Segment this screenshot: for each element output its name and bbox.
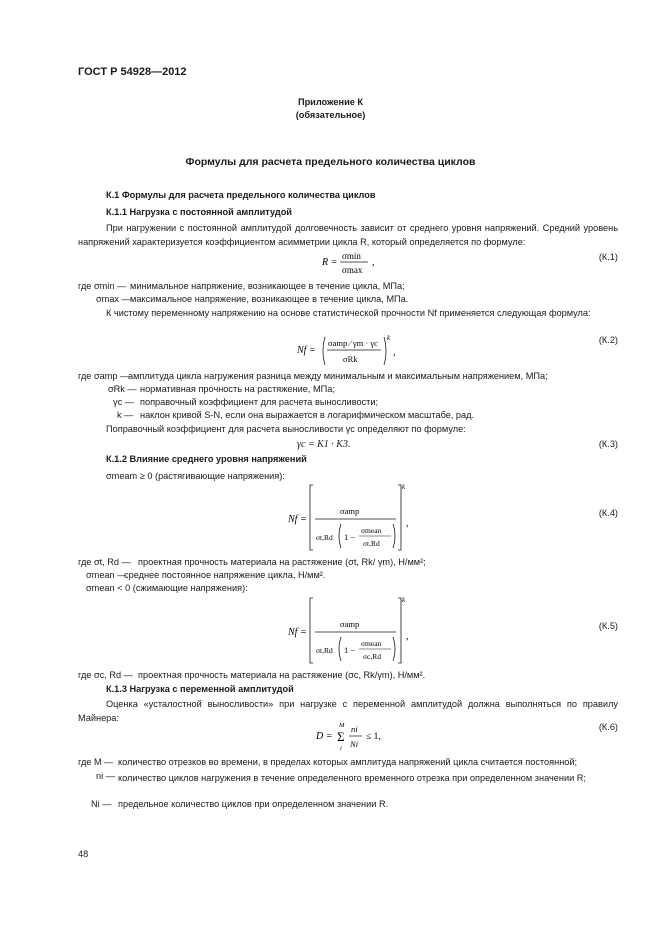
eq-number-k6: (К.6) bbox=[598, 722, 618, 732]
formula-k4-inum: σmean bbox=[361, 526, 382, 535]
formula-k2-num: σamp ⁄ γm · γc bbox=[328, 338, 378, 348]
formula-k6-num: ni bbox=[351, 724, 358, 734]
formula-k2 bbox=[297, 333, 407, 369]
def-m-text: количество отрезков во времени, в пределах которых амплитуда напряжений цикла считается постоянной; bbox=[118, 757, 578, 767]
formula-k1-lhs: R = bbox=[322, 257, 338, 268]
main-title: Формулы для расчета предельного количества циклов bbox=[185, 156, 476, 168]
def-gamma-c-text: поправочный коэффициент для расчета выносливости; bbox=[140, 397, 379, 407]
formula-k5-exp: k bbox=[402, 596, 406, 604]
formula-k2-den: σRk bbox=[343, 354, 358, 364]
formula-k5-one: 1 − bbox=[344, 645, 356, 655]
paragraph-3: Поправочный коэффициент для расчета выносливости γc определяют по формуле: bbox=[106, 424, 466, 434]
paragraph-4: Оценка «усталостной выносливости» при нагрузке с переменной амплитудой должна выполняться по правилу Майнера: bbox=[78, 699, 618, 723]
formula-k6-sum-bottom: i bbox=[340, 745, 342, 752]
formula-k5-num: σamp bbox=[340, 619, 360, 629]
formula-k6-lhs: D = bbox=[316, 731, 333, 742]
def-sigma-max-text: максимальное напряжение, возникающее в течение цикла, МПа. bbox=[130, 294, 409, 304]
formula-k5-lhs: Nf = bbox=[288, 627, 307, 638]
def-sigma-amp-sym: где σamp — bbox=[78, 371, 130, 381]
def-sigma-crd-text: проектная прочность материала на растяжение (σc, Rk/γm), Н/мм². bbox=[138, 670, 426, 680]
appendix-status: (обязательное) bbox=[295, 110, 366, 120]
def-sigma-crd-sym: где σc, Rd — bbox=[78, 670, 133, 680]
section-k13: К.1.3 Нагрузка с переменной амплитудой bbox=[106, 684, 294, 694]
formula-k5-pre: σt,Rd bbox=[316, 646, 333, 655]
def-sigma-max-sym: σmax — bbox=[96, 294, 131, 304]
formula-k6-sum-top: M bbox=[339, 722, 345, 729]
formula-k2-lhs: Nf = bbox=[297, 345, 316, 356]
def-sigma-mean-text: среднее постоянное напряжение цикла, Н/мм². bbox=[124, 570, 326, 580]
formula-k4-one: 1 − bbox=[344, 532, 356, 542]
formula-k6-tail: ≤ 1, bbox=[366, 732, 381, 742]
def-m-sym: где M — bbox=[78, 757, 114, 767]
formula-k2-tail: , bbox=[393, 347, 396, 358]
formula-k4 bbox=[288, 482, 418, 554]
formula-k5-inum: σmean bbox=[361, 639, 382, 648]
def-ni-sym: ni — bbox=[96, 771, 115, 781]
formula-k4-num: σamp bbox=[340, 506, 360, 516]
def-ni-text: количество циклов нагружения в течение определенного временного отрезка при определенном значении R; bbox=[118, 773, 586, 783]
formula-k4-iden: σt,Rd bbox=[363, 539, 380, 548]
page-number: 48 bbox=[78, 849, 89, 859]
formula-k4-exp: k bbox=[402, 483, 406, 491]
formula-k5-tail: , bbox=[406, 631, 409, 642]
def-k-text: наклон кривой S-N, если она выражается в логарифмическом масштабе, рад. bbox=[140, 410, 475, 420]
def-sigma-rk-text: нормативная прочность на растяжение, МПа; bbox=[140, 384, 335, 394]
def-sigma-trd-sym: где σt, Rd — bbox=[78, 557, 131, 567]
eq-number-k2: (К.2) bbox=[598, 335, 618, 345]
def-ni-cap-sym: Ni — bbox=[91, 799, 112, 809]
formula-k2-exp: k bbox=[387, 334, 391, 342]
formula-k4-lhs: Nf = bbox=[288, 514, 307, 525]
def-ni-cap-text: предельное количество циклов при определенном значении R. bbox=[118, 799, 389, 809]
section-k11: К.1.1 Нагрузка с постоянной амплитудой bbox=[106, 207, 292, 217]
eq-number-k5: (К.5) bbox=[598, 621, 618, 631]
formula-k4-tail: , bbox=[406, 518, 409, 529]
formula-k6-den: Ni bbox=[350, 739, 359, 749]
def-k-sym: k — bbox=[117, 410, 134, 420]
def-sigma-min-text: минимальное напряжение, возникающее в течение цикла, МПа; bbox=[130, 281, 405, 291]
section-k1: К.1 Формулы для расчета предельного количества циклов bbox=[106, 190, 376, 200]
condition-positive: σmeam ≥ 0 (растягивающие напряжения): bbox=[106, 471, 285, 481]
formula-k5-iden: σc,Rd bbox=[363, 652, 381, 661]
formula-k3: γc = K1 · K3. bbox=[297, 439, 351, 450]
eq-number-k4: (К.4) bbox=[598, 508, 618, 518]
formula-k1-den: σmax bbox=[342, 265, 363, 275]
condition-negative: σmean < 0 (сжимающие напряжения): bbox=[86, 583, 248, 593]
def-sigma-mean-sym: σmean — bbox=[86, 570, 127, 580]
paragraph-1: При нагружении с постоянной амплитудой долговечность зависит от среднего уровня напряжений. Средний уровень напряжений характеризуется коэффициентом асимметрии цикла R, который определяется по формуле: bbox=[78, 223, 618, 247]
eq-number-k3: (К.3) bbox=[598, 439, 618, 449]
formula-k6 bbox=[316, 721, 396, 753]
section-k12: К.1.2 Влияние среднего уровня напряжений bbox=[106, 454, 307, 464]
formula-k6-sum-symbol: Σ bbox=[337, 729, 345, 744]
paragraph-2: К чистому переменному напряжению на основе статистической прочности Nf применяется следующая формула: bbox=[106, 308, 591, 318]
appendix-title: Приложение К bbox=[297, 97, 364, 107]
def-sigma-amp-text: амплитуда цикла нагружения разница между минимальным и максимальным напряжением, МПа; bbox=[128, 371, 548, 381]
eq-number-k1: (К.1) bbox=[598, 252, 618, 262]
formula-k1 bbox=[322, 250, 382, 276]
formula-k4-pre: σt,Rd bbox=[316, 533, 333, 542]
def-sigma-trd-text: проектная прочность материала на растяжение (σt, Rk/ γm), Н/мм²; bbox=[138, 557, 426, 567]
doc-id: ГОСТ Р 54928—2012 bbox=[78, 66, 187, 78]
def-sigma-min-sym: где σmin — bbox=[78, 281, 127, 291]
formula-k1-num: σmin bbox=[342, 251, 361, 261]
formula-k1-tail: , bbox=[372, 257, 375, 268]
def-gamma-c-sym: γc — bbox=[113, 397, 134, 407]
formula-k5 bbox=[288, 595, 418, 667]
def-sigma-rk-sym: σRk — bbox=[108, 384, 137, 394]
